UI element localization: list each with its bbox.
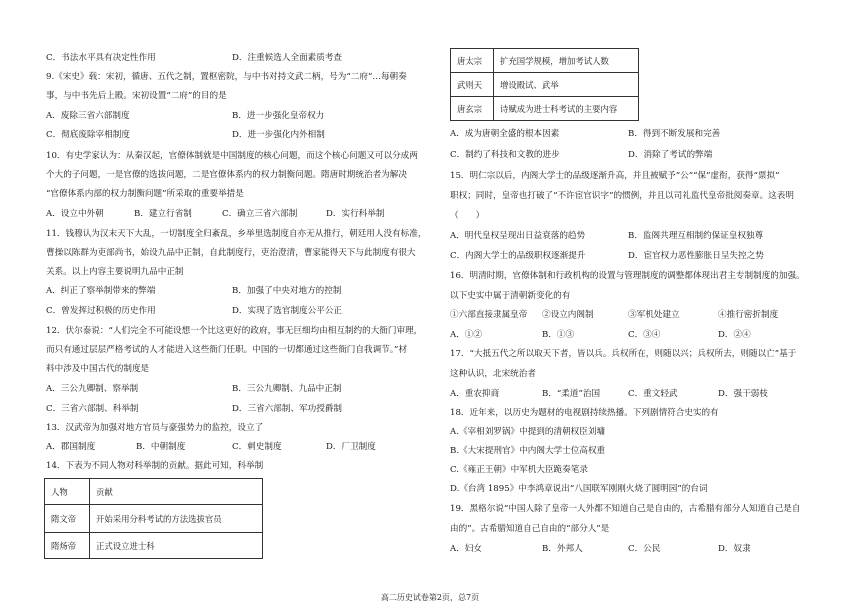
q11-option-c: C．曾发挥过积极的历史作用	[46, 306, 156, 316]
q9-option-b: B．进一步强化皇帝权力	[232, 111, 325, 121]
q9-option-c: C．彻底废除宰相制度	[46, 130, 130, 140]
q12-option-a: A．三公九卿制、察举制	[46, 384, 139, 394]
table-cell: 唐玄宗	[451, 97, 494, 121]
table-cell: 增设殿试、武举	[494, 73, 639, 97]
table-row	[451, 73, 639, 97]
table-row	[45, 533, 263, 559]
q10-option-b: B．建立行省制	[134, 209, 192, 219]
q10-stem-line: “官僚体系内部的权力制衡问题”所采取的重要举措是	[46, 189, 244, 199]
q19-option-b: B．外邦人	[542, 544, 583, 554]
q13-option-a: A．郡国制度	[46, 442, 96, 452]
table-cell: 隋文帝	[45, 505, 90, 533]
q11-stem-line: 关系。以上内容主要说明九品中正制	[46, 267, 184, 277]
q16-option-b: B．①③	[542, 330, 575, 340]
table-cell: 扩充国学规模，增加考试人数	[494, 49, 639, 73]
q16-stem-line: 16．明清时期，官僚体制和行政机构的设置与管理制度的调整都体现出君主专制制度的加强。	[450, 271, 805, 281]
q17-option-b: B．“柔道”治国	[542, 389, 601, 399]
q15-option-c: C．内阁大学士的品级职权逐渐提升	[450, 251, 586, 261]
q10-option-d: D．实行科举制	[326, 209, 385, 219]
q19-option-c: C．公民	[628, 544, 661, 554]
table-row	[45, 505, 263, 533]
q15-stem-line: 15．明仁宗以后，内阁大学士的品级逐渐升高，并且被赋予“公”“保”虚衔，获得“票拟”	[450, 171, 780, 181]
table-row	[45, 479, 263, 505]
q13-option-b: B．中朝制度	[136, 442, 186, 452]
table-cell: 唐太宗	[451, 49, 494, 73]
q19-option-a: A．妇女	[450, 544, 482, 554]
table-cell: 武则天	[451, 73, 494, 97]
q11-stem-line: 曹操以陈群为吏部尚书，始设九品中正制，自此制度行，吏治澄清，曹家能得天下与此制度有很大	[46, 248, 416, 258]
q16-item: ②设立内阁制	[542, 310, 594, 320]
q12-stem-line: 而只有通过层层严格考试的人才能进入这些衙门任职。中国的一切都通过这些衙门自我调节。”材	[46, 345, 408, 355]
q16-item: ④推行密折制度	[718, 310, 779, 320]
contribution-table-continued	[450, 48, 639, 121]
q12-option-d: D．三省六部制、军功授爵制	[232, 404, 343, 414]
table-cell: 正式设立进士科	[90, 533, 263, 559]
q11-stem-line: 11．钱穆认为汉末天下大乱，一切制度全归紊乱，乡举里选制度自亦无从推行，朝廷用人没有标准，	[46, 229, 427, 239]
q16-item: ③军机处建立	[628, 310, 680, 320]
q10-option-c: C．确立三省六部制	[222, 209, 298, 219]
table-header-cell: 人物	[45, 479, 90, 505]
q18-option-b: B.《大宋提刑官》中内阁大学士位高权重	[450, 446, 606, 456]
q17-option-c: C．重文轻武	[628, 389, 678, 399]
q17-option-a: A．重农抑商	[450, 389, 500, 399]
q12-option-c: C．三省六部制、科举制	[46, 404, 139, 414]
q14-option-c: C．制约了科技和文教的进步	[450, 150, 560, 160]
q19-stem-line: 19．黑格尔说“中国人除了皇帝一人外都不知道自己是自由的，古希腊有部分人知道自己是自	[450, 504, 801, 514]
q11-option-d: D．实现了选官制度公平公正	[232, 306, 343, 316]
q11-option-a: A．纠正了察举制带来的弊端	[46, 286, 156, 296]
q10-option-a: A．设立中外朝	[46, 209, 104, 219]
q10-stem-line: 个大的子问题，一是官僚的选拔问题，二是官僚体系内的权力制衡问题。隋唐时期统治者为解决	[46, 170, 407, 180]
q13-stem-line: 13．汉武帝为加强对地方官员与豪强势力的监控，设立了	[46, 423, 264, 433]
q12-option-b: B．三公九卿制、九品中正制	[232, 384, 342, 394]
q15-option-b: B．监阁共理互相制约保证皇权独尊	[628, 231, 764, 241]
q17-stem-line: 17．“大抵五代之所以取天下者，皆以兵。兵权所在，则随以兴；兵权所去，则随以亡”基于	[450, 349, 797, 359]
q13-option-c: C．刺史制度	[232, 442, 282, 452]
q9-option-a: A．废除三省六部制度	[46, 111, 130, 121]
q16-option-c: C．③④	[628, 330, 661, 340]
q19-stem-line: 由的”。古希腊知道自己自由的“部分人”是	[450, 524, 610, 534]
q13-option-d: D．厂卫制度	[326, 442, 376, 452]
q9-stem-line: 事，与中书先后上殿。宋初设置“二府”的目的是	[46, 91, 227, 101]
q14-option-a: A．成为唐朝全盛的根本因素	[450, 129, 560, 139]
table-cell: 诗赋成为进士科考试的主要内容	[494, 97, 639, 121]
contribution-table	[44, 478, 263, 559]
q18-option-c: C.《雍正王朝》中军机大臣跪奏笔录	[450, 465, 588, 475]
q12-stem-line: 12．伏尔泰说：“人们完全不可能设想一个比这更好的政府，事无巨细均由相互制约的大衙门审理，	[46, 326, 423, 336]
q16-stem-line: 以下史实中属于清朝新变化的有	[450, 291, 571, 301]
q8-option-d: D．注重候选人全面素质考查	[232, 53, 343, 63]
q15-option-d: D．宦官权力恶性膨胀日呈失控之势	[628, 251, 764, 261]
page-footer: 高二历史试卷第2页，总7页	[380, 593, 480, 602]
q18-option-d: D.《台湾 1895》中李鸿章说出“八国联军刚刚火烧了圆明园”的台词	[450, 484, 708, 494]
q18-stem-line: 18．近年来，以历史为题材的电视剧持续热播。下列剧情符合史实的有	[450, 408, 719, 418]
q16-option-d: D．②④	[718, 330, 751, 340]
q15-option-a: A．明代皇权呈现出日益衰落的趋势	[450, 231, 586, 241]
q18-option-a: A.《宰相刘罗锅》中提到的清朝权臣刘墉	[450, 427, 606, 437]
q14-stem: 14．下表为不同人物对科举制的贡献。据此可知，科举制	[46, 461, 264, 471]
table-row	[451, 49, 639, 73]
q17-option-d: D．强干弱枝	[718, 389, 768, 399]
table-cell: 开始采用分科考试的方法选拔官员	[90, 505, 263, 533]
q9-stem-line: 9.《宋史》载：宋初，循唐、五代之制，置枢密院，与中书对持文武二柄，号为“二府”…每朝奏	[46, 72, 407, 82]
q10-stem-line: 10．有史学家认为：从秦汉起，官僚体制就是中国制度的核心问题，而这个核心问题又可以分成两	[46, 151, 418, 161]
q15-stem-line: 职权；同时，皇帝也打破了“不许宦官识字”的惯例，并且以司礼监代皇帝批阅奏章。这表明	[450, 191, 794, 201]
q16-item: ①六部直接隶属皇帝	[450, 310, 528, 320]
q11-option-b: B．加强了中央对地方的控制	[232, 286, 342, 296]
q9-option-d: D．进一步强化内外相制	[232, 130, 325, 140]
q16-option-a: A．①②	[450, 330, 482, 340]
q17-stem-line: 这种认识，北宋统治者	[450, 369, 536, 379]
q19-option-d: D．奴隶	[718, 544, 751, 554]
q15-stem-line: （ ）	[450, 211, 485, 221]
q14-option-b: B．得到不断发展和完善	[628, 129, 721, 139]
table-row	[451, 97, 639, 121]
q12-stem-line: 料中涉及中国古代的制度是	[46, 364, 150, 374]
table-header-cell: 贡献	[90, 479, 263, 505]
table-cell: 隋炀帝	[45, 533, 90, 559]
q14-option-d: D．消除了考试的弊端	[628, 150, 713, 160]
q8-option-c: C．书法水平具有决定性作用	[46, 53, 156, 63]
